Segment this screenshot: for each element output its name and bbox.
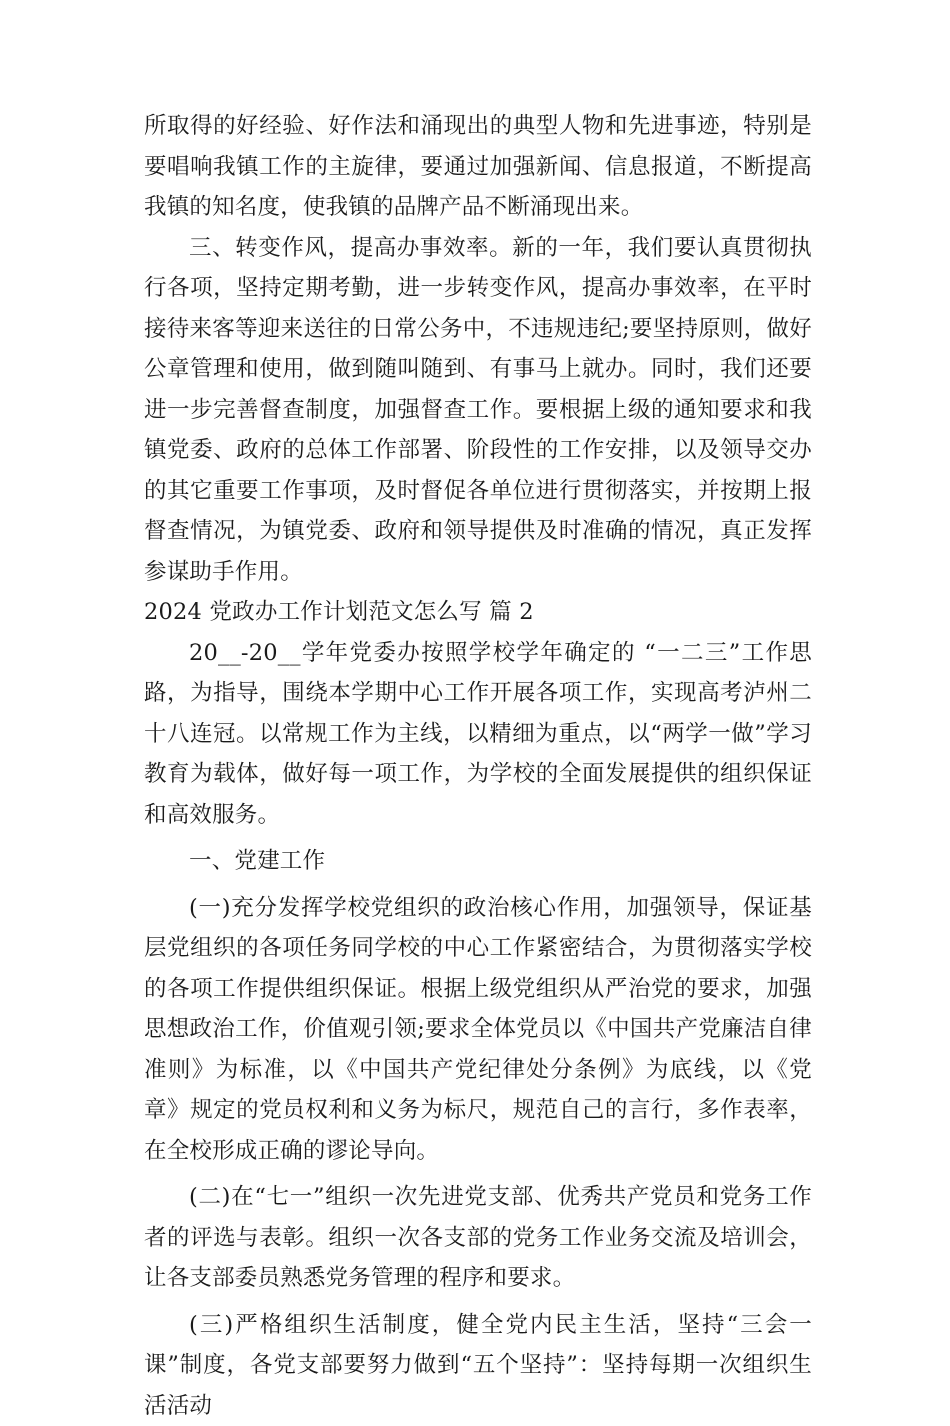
paragraph-item-2: (二)在“七一”组织一次先进党支部、优秀共产党员和党务工作者的评选与表彰。组织一次各支部的党务工作业务交流及培训会，让各支部委员熟悉党务管理的程序和要求。	[144, 1177, 812, 1299]
document-page	[144, 106, 812, 1426]
subheading-party-building: 一、党建工作	[144, 841, 812, 882]
paragraph-work-style: 三、转变作风，提高办事效率。新的一年，我们要认真贯彻执行各项，坚持定期考勤，进一步转变作风，提高办事效率，在平时接待来客等迎来送往的日常公务中，不违规违纪;要坚持原则，做好公章管理和使用，做到随叫随到、有事马上就办。同时，我们还要进一步完善督查制度，加强督查工作。要根据上级的通知要求和我镇党委、政府的总体工作部署、阶段性的工作安排，以及领导交办的其它重要工作事项，及时督促各单位进行贯彻落实，并按期上报督查情况，为镇党委、政府和领导提供及时准确的情况，真正发挥参谋助手作用。	[144, 228, 812, 593]
paragraph-item-1: (一)充分发挥学校党组织的政治核心作用，加强领导，保证基层党组织的各项任务同学校的中心工作紧密结合，为贯彻落实学校的各项工作提供组织保证。根据上级党组织从严治党的要求，加强思想政治工作，价值观引领;要求全体党员以《中国共产党廉洁自律准则》为标准，以《中国共产党纪律处分条例》为底线，以《党章》规定的党员权利和义务为标尺，规范自己的言行，多作表率，在全校形成正确的谬论导向。	[144, 888, 812, 1172]
section-title: 2024 党政办工作计划范文怎么写 篇 2	[144, 592, 812, 633]
paragraph-intro: 20__-20__学年党委办按照学校学年确定的 “一二三”工作思路，为指导，围绕本学期中心工作开展各项工作，实现高考泸州二十八连冠。以常规工作为主线，以精细为重点，以“两学一做”学习教育为载体，做好每一项工作，为学校的全面发展提供的组织保证和高效服务。	[144, 633, 812, 836]
paragraph-continuation: 所取得的好经验、好作法和涌现出的典型人物和先进事迹，特别是要唱响我镇工作的主旋律，要通过加强新闻、信息报道，不断提高我镇的知名度，使我镇的品牌产品不断涌现出来。	[144, 106, 812, 228]
paragraph-item-3: (三)严格组织生活制度，健全党内民主生活，坚持“三会一课”制度，各党支部要努力做到“五个坚持”：坚持每期一次组织生活活动	[144, 1305, 812, 1426]
